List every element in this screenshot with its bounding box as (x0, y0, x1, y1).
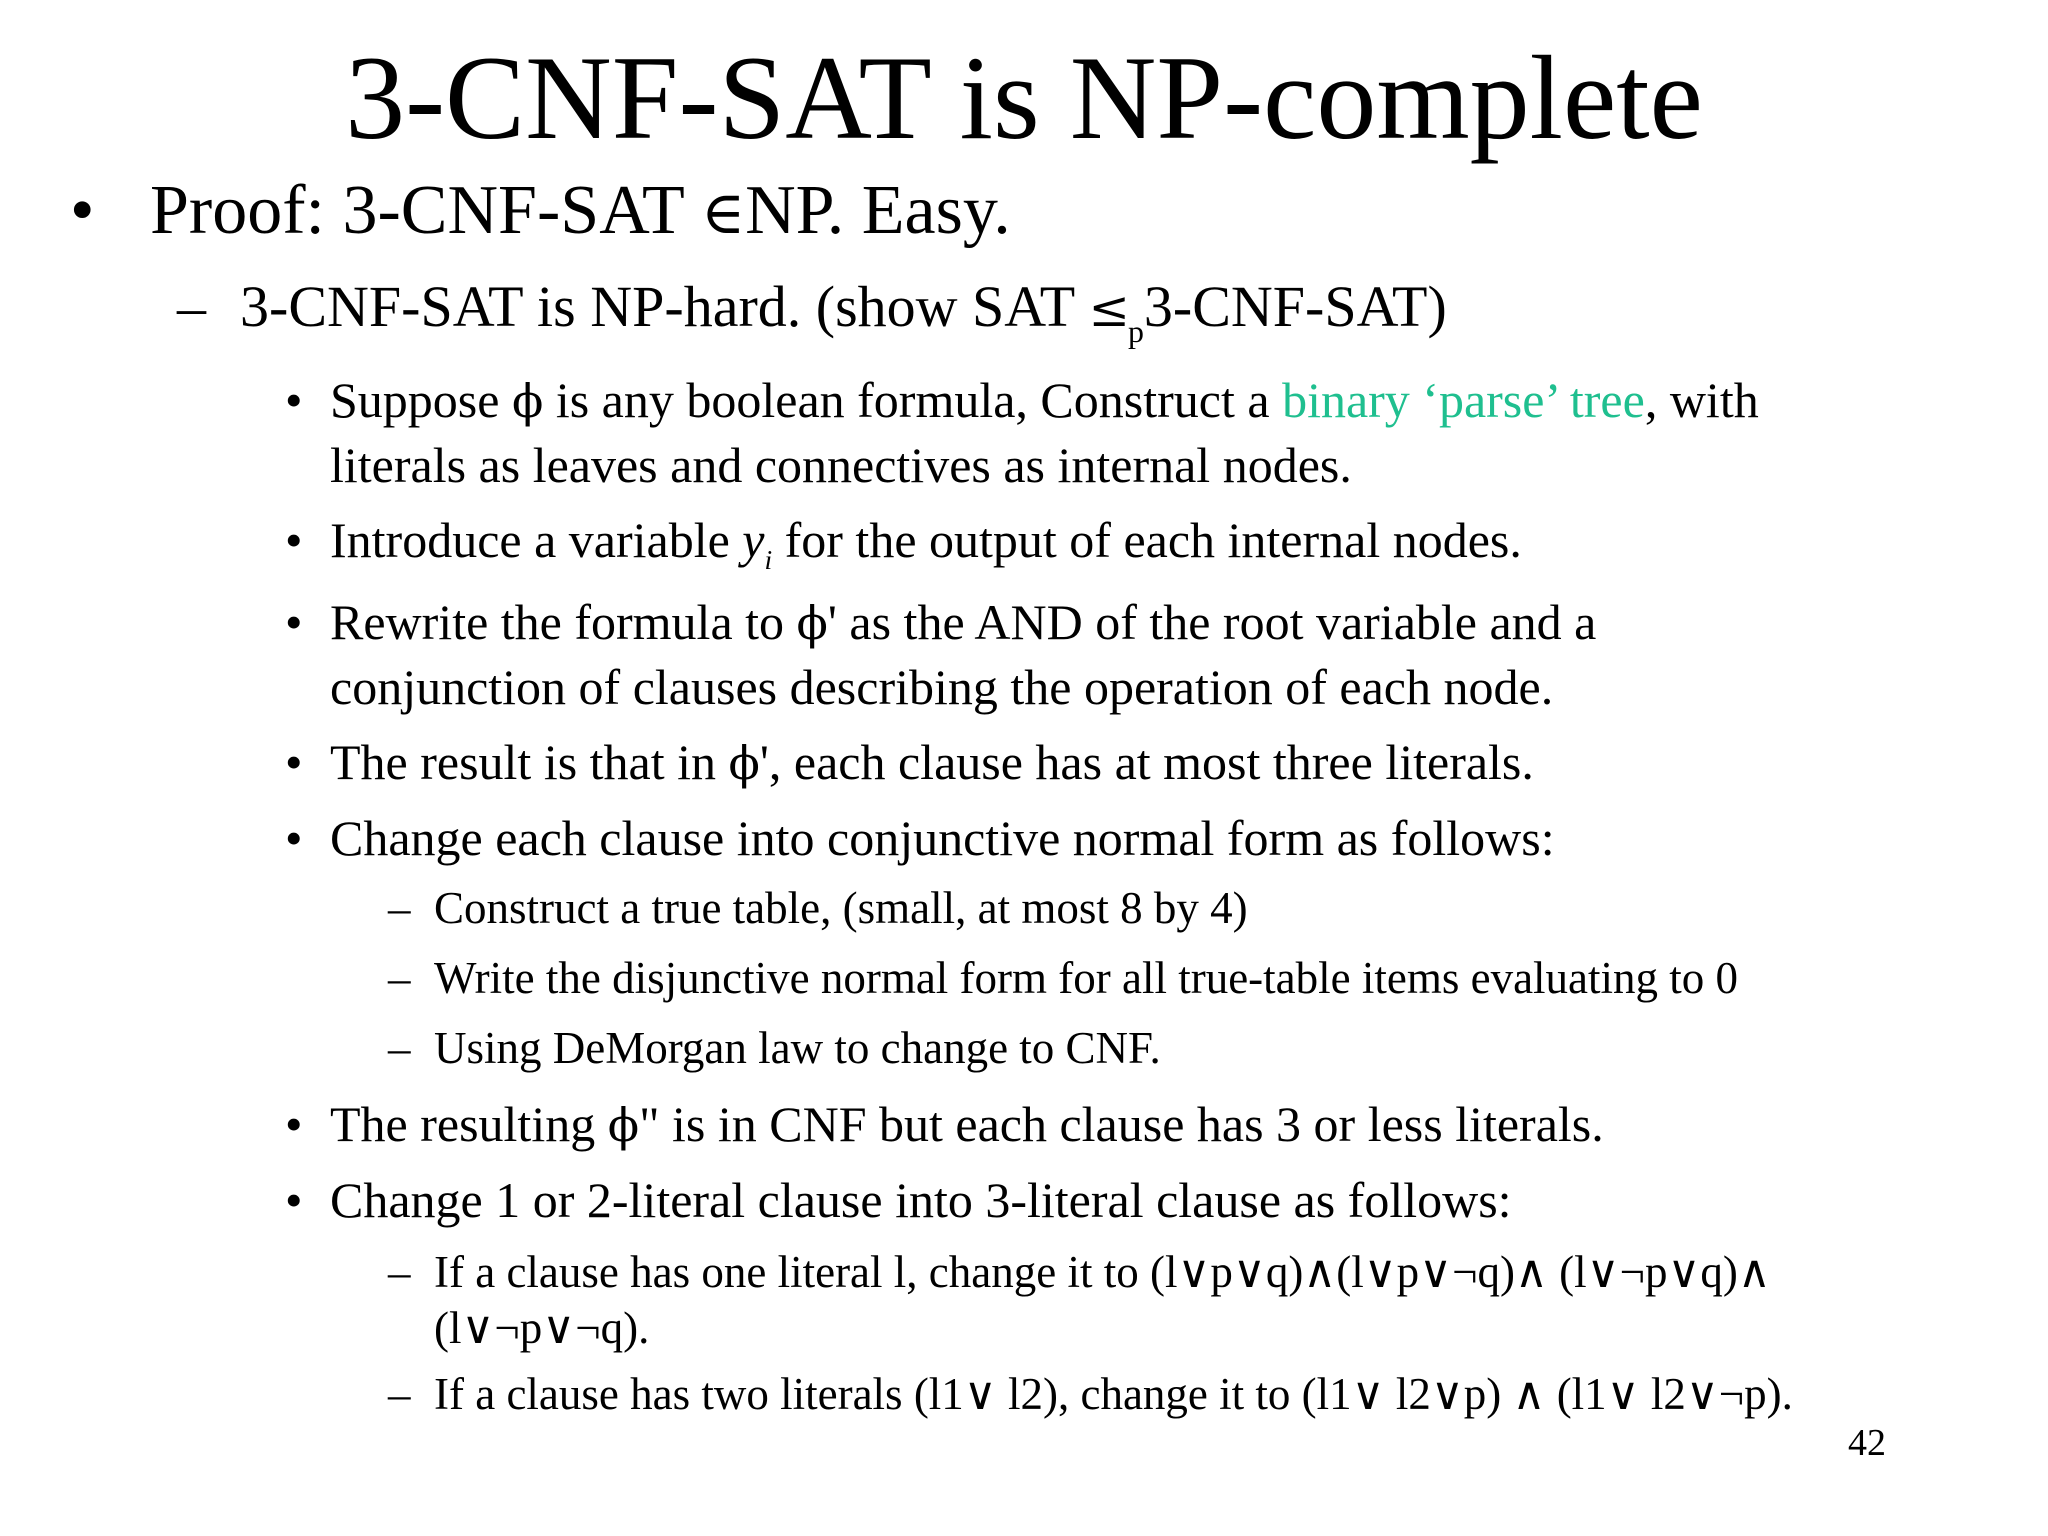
bullet-marker: • (285, 372, 303, 428)
bullet-text: Rewrite the formula to ϕ' as the AND of the root variable and a conjunction of clauses describing the operation of each node. (330, 594, 1597, 715)
slide-title: 3-CNF-SAT is NP-complete (345, 31, 1703, 164)
bullet-text: Introduce a variable $y_i$ for the output of each internal nodes. (330, 512, 1522, 576)
sub-item-text: Construct a true table, (small, at most 8 by 4) (434, 883, 1248, 933)
dash-marker: – (388, 953, 411, 1003)
variable-subscript: i (764, 544, 773, 576)
variable-y: y (742, 512, 765, 568)
bullet-marker: • (285, 734, 303, 790)
proof-text: Proof: 3-CNF-SAT ∈NP. Easy. (150, 172, 1011, 249)
page-number: 42 (1848, 1422, 1886, 1464)
phi-symbol: ϕ (607, 1098, 640, 1152)
bullet-marker: • (70, 172, 95, 249)
bullet-marker: • (285, 512, 303, 568)
bullet-marker: • (285, 810, 303, 866)
bullet-text: The resulting ϕ" is in CNF but each clause has 3 or less literals. (330, 1096, 1604, 1152)
bullet-text: Change each clause into conjunctive normal form as follows: (330, 810, 1555, 866)
sub-item-text: Write the disjunctive normal form for all true-table items evaluating to 0 (434, 953, 1739, 1003)
bullet-text: The result is that in ϕ', each clause has at most three literals. (330, 734, 1534, 790)
dash-marker: – (388, 883, 411, 933)
sub-item-text: Using DeMorgan law to change to CNF. (434, 1023, 1161, 1073)
phi-symbol: ϕ (511, 374, 544, 428)
dash-marker: – (388, 1247, 411, 1297)
leq-symbol: ≤ (1088, 280, 1130, 338)
bullet-marker: • (285, 594, 303, 650)
sub-item-text: If a clause has one literal l, change it to (l∨p∨q)∧(l∨p∨¬q)∧ (l∨¬p∨q)∧ (l∨¬p∨¬q). (434, 1247, 1771, 1353)
sub-item-text: If a clause has two literals (l1∨ l2), change it to (l1∨ l2∨p) ∧ (l1∨ l2∨¬p). (434, 1369, 1793, 1419)
phi-symbol: ϕ (796, 596, 828, 650)
np-hard-text: 3-CNF-SAT is NP-hard. (show SAT $\le_p3-CNF-SAT$) (240, 274, 1447, 349)
dash-marker: – (388, 1023, 411, 1073)
dash-marker: – (388, 1369, 411, 1419)
element-of-symbol: ∈ (701, 179, 746, 248)
bullet-text: Change 1 or 2-literal clause into 3-literal clause as follows: (330, 1172, 1512, 1228)
highlight-parse-tree: binary ‘parse’ tree (1282, 372, 1645, 428)
dash-marker: – (177, 274, 206, 339)
bullet-marker: • (285, 1096, 303, 1152)
bullet-text: Suppose ϕ is any boolean formula, Construct a binary ‘parse’ tree, with literals as leaves and connectives as internal nodes. (330, 372, 1759, 493)
bullet-marker: • (285, 1172, 303, 1228)
reduction-subscript: p (1127, 313, 1144, 349)
phi-symbol: ϕ (728, 736, 760, 790)
